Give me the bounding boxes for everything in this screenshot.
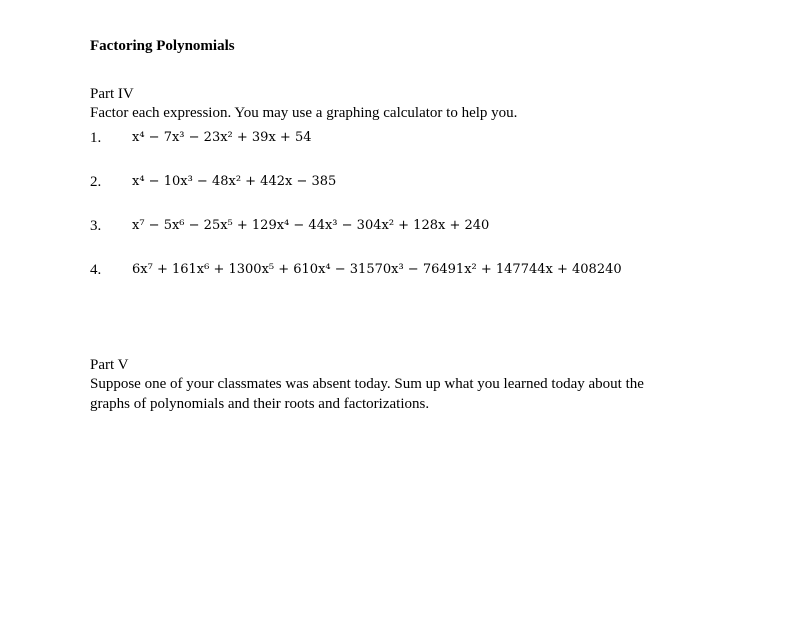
problem-number: 4. (90, 262, 102, 278)
problem-number: 2. (90, 174, 102, 190)
problem-expression: x⁴ − 7x³ − 23x² + 39x + 54 (132, 130, 312, 145)
problem-number: 3. (90, 218, 102, 234)
part-iv-heading: Part IV (90, 86, 134, 102)
part-v-prompt-line-1: Suppose one of your classmates was absent today. Sum up what you learned today about the (90, 376, 644, 392)
problem-expression: 6x⁷ + 161x⁶ + 1300x⁵ + 610x⁴ − 31570x³ − 76491x² + 147744x + 408240 (132, 262, 622, 277)
part-v-heading: Part V (90, 357, 129, 373)
part-iv-instruction: Factor each expression. You may use a graphing calculator to help you. (90, 105, 518, 121)
part-v-prompt-line-2: graphs of polynomials and their roots and factorizations. (90, 396, 430, 412)
problem-expression: x⁷ − 5x⁶ − 25x⁵ + 129x⁴ − 44x³ − 304x² + 128x + 240 (132, 218, 490, 233)
document-title: Factoring Polynomials (90, 38, 235, 54)
problem-number: 1. (90, 130, 102, 146)
problem-expression: x⁴ − 10x³ − 48x² + 442x − 385 (132, 174, 337, 189)
